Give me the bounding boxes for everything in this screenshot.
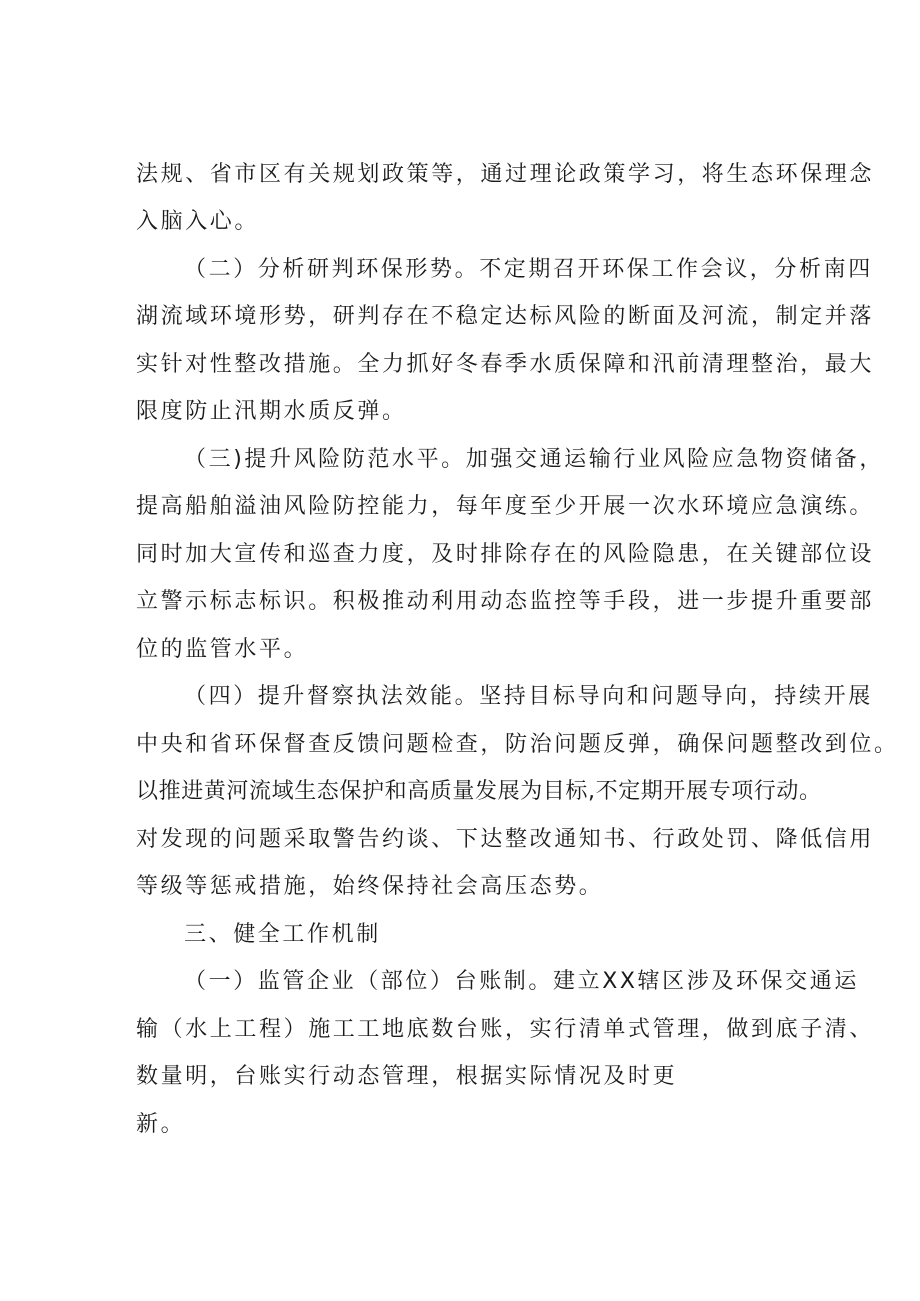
- paragraph-4-line-5: 等级等惩戒措施，始终保持社会高压态势。: [136, 874, 604, 899]
- paragraph-4-line-2: 中央和省环保督查反馈问题检查，防治问题反弹，确保问题整改到位。: [136, 732, 899, 757]
- paragraph-2-line-1: （二）分析研判环保形势。不定期召开环保工作会议，分析南四: [184, 257, 873, 282]
- paragraph-2-line-3: 实针对性整改措施。全力抓好冬春季水质保障和汛前清理整治，最大: [136, 352, 875, 377]
- paragraph-2-line-4: 限度防止汛期水质反弹。: [136, 399, 407, 424]
- paragraph-3-line-3: 同时加大宣传和巡查力度，及时排除存在的风险隐患，在关键部位设: [136, 542, 875, 567]
- paragraph-3-line-2: 提高船舶溢油风险防控能力，每年度至少开展一次水环境应急演练。: [136, 494, 875, 519]
- paragraph-5-line-4: 新。: [136, 1112, 186, 1137]
- paragraph-2-line-2: 湖流域环境形势，研判存在不稳定达标风险的断面及河流，制定并落: [136, 304, 875, 329]
- paragraph-3-line-4: 立警示标志标识。积极推动利用动态监控等手段，进一步提升重要部: [136, 589, 875, 614]
- paragraph-5-line-1: （一）监管企业（部位）台账制。建立XX辖区涉及环保交通运: [184, 969, 859, 994]
- paragraph-3-line-5: 位的监管水平。: [136, 637, 309, 662]
- section-heading: 三、健全工作机制: [184, 922, 381, 947]
- text-line-2: 入脑入心。: [136, 209, 260, 234]
- paragraph-4-line-1: （四）提升督察执法效能。坚持目标导向和问题导向，持续开展: [184, 684, 873, 709]
- paragraph-4-line-3: 以推进黄河流域生态保护和高质量发展为目标,不定期开展专项行动。: [136, 779, 822, 804]
- paragraph-3-line-1: （三)提升风险防范水平。加强交通运输行业风险应急物资储备，: [184, 447, 884, 472]
- paragraph-4-line-4: 对发现的问题采取警告约谈、下达整改通知书、行政处罚、降低信用: [136, 827, 875, 852]
- paragraph-5-line-2: 输（水上工程）施工工地底数台账，实行清单式管理，做到底子清、: [136, 1017, 875, 1042]
- text-line-1: 法规、省市区有关规划政策等，通过理论政策学习，将生态环保理念: [136, 162, 875, 187]
- paragraph-5-line-3: 数量明，台账实行动态管理，根据实际情况及时更: [136, 1064, 678, 1089]
